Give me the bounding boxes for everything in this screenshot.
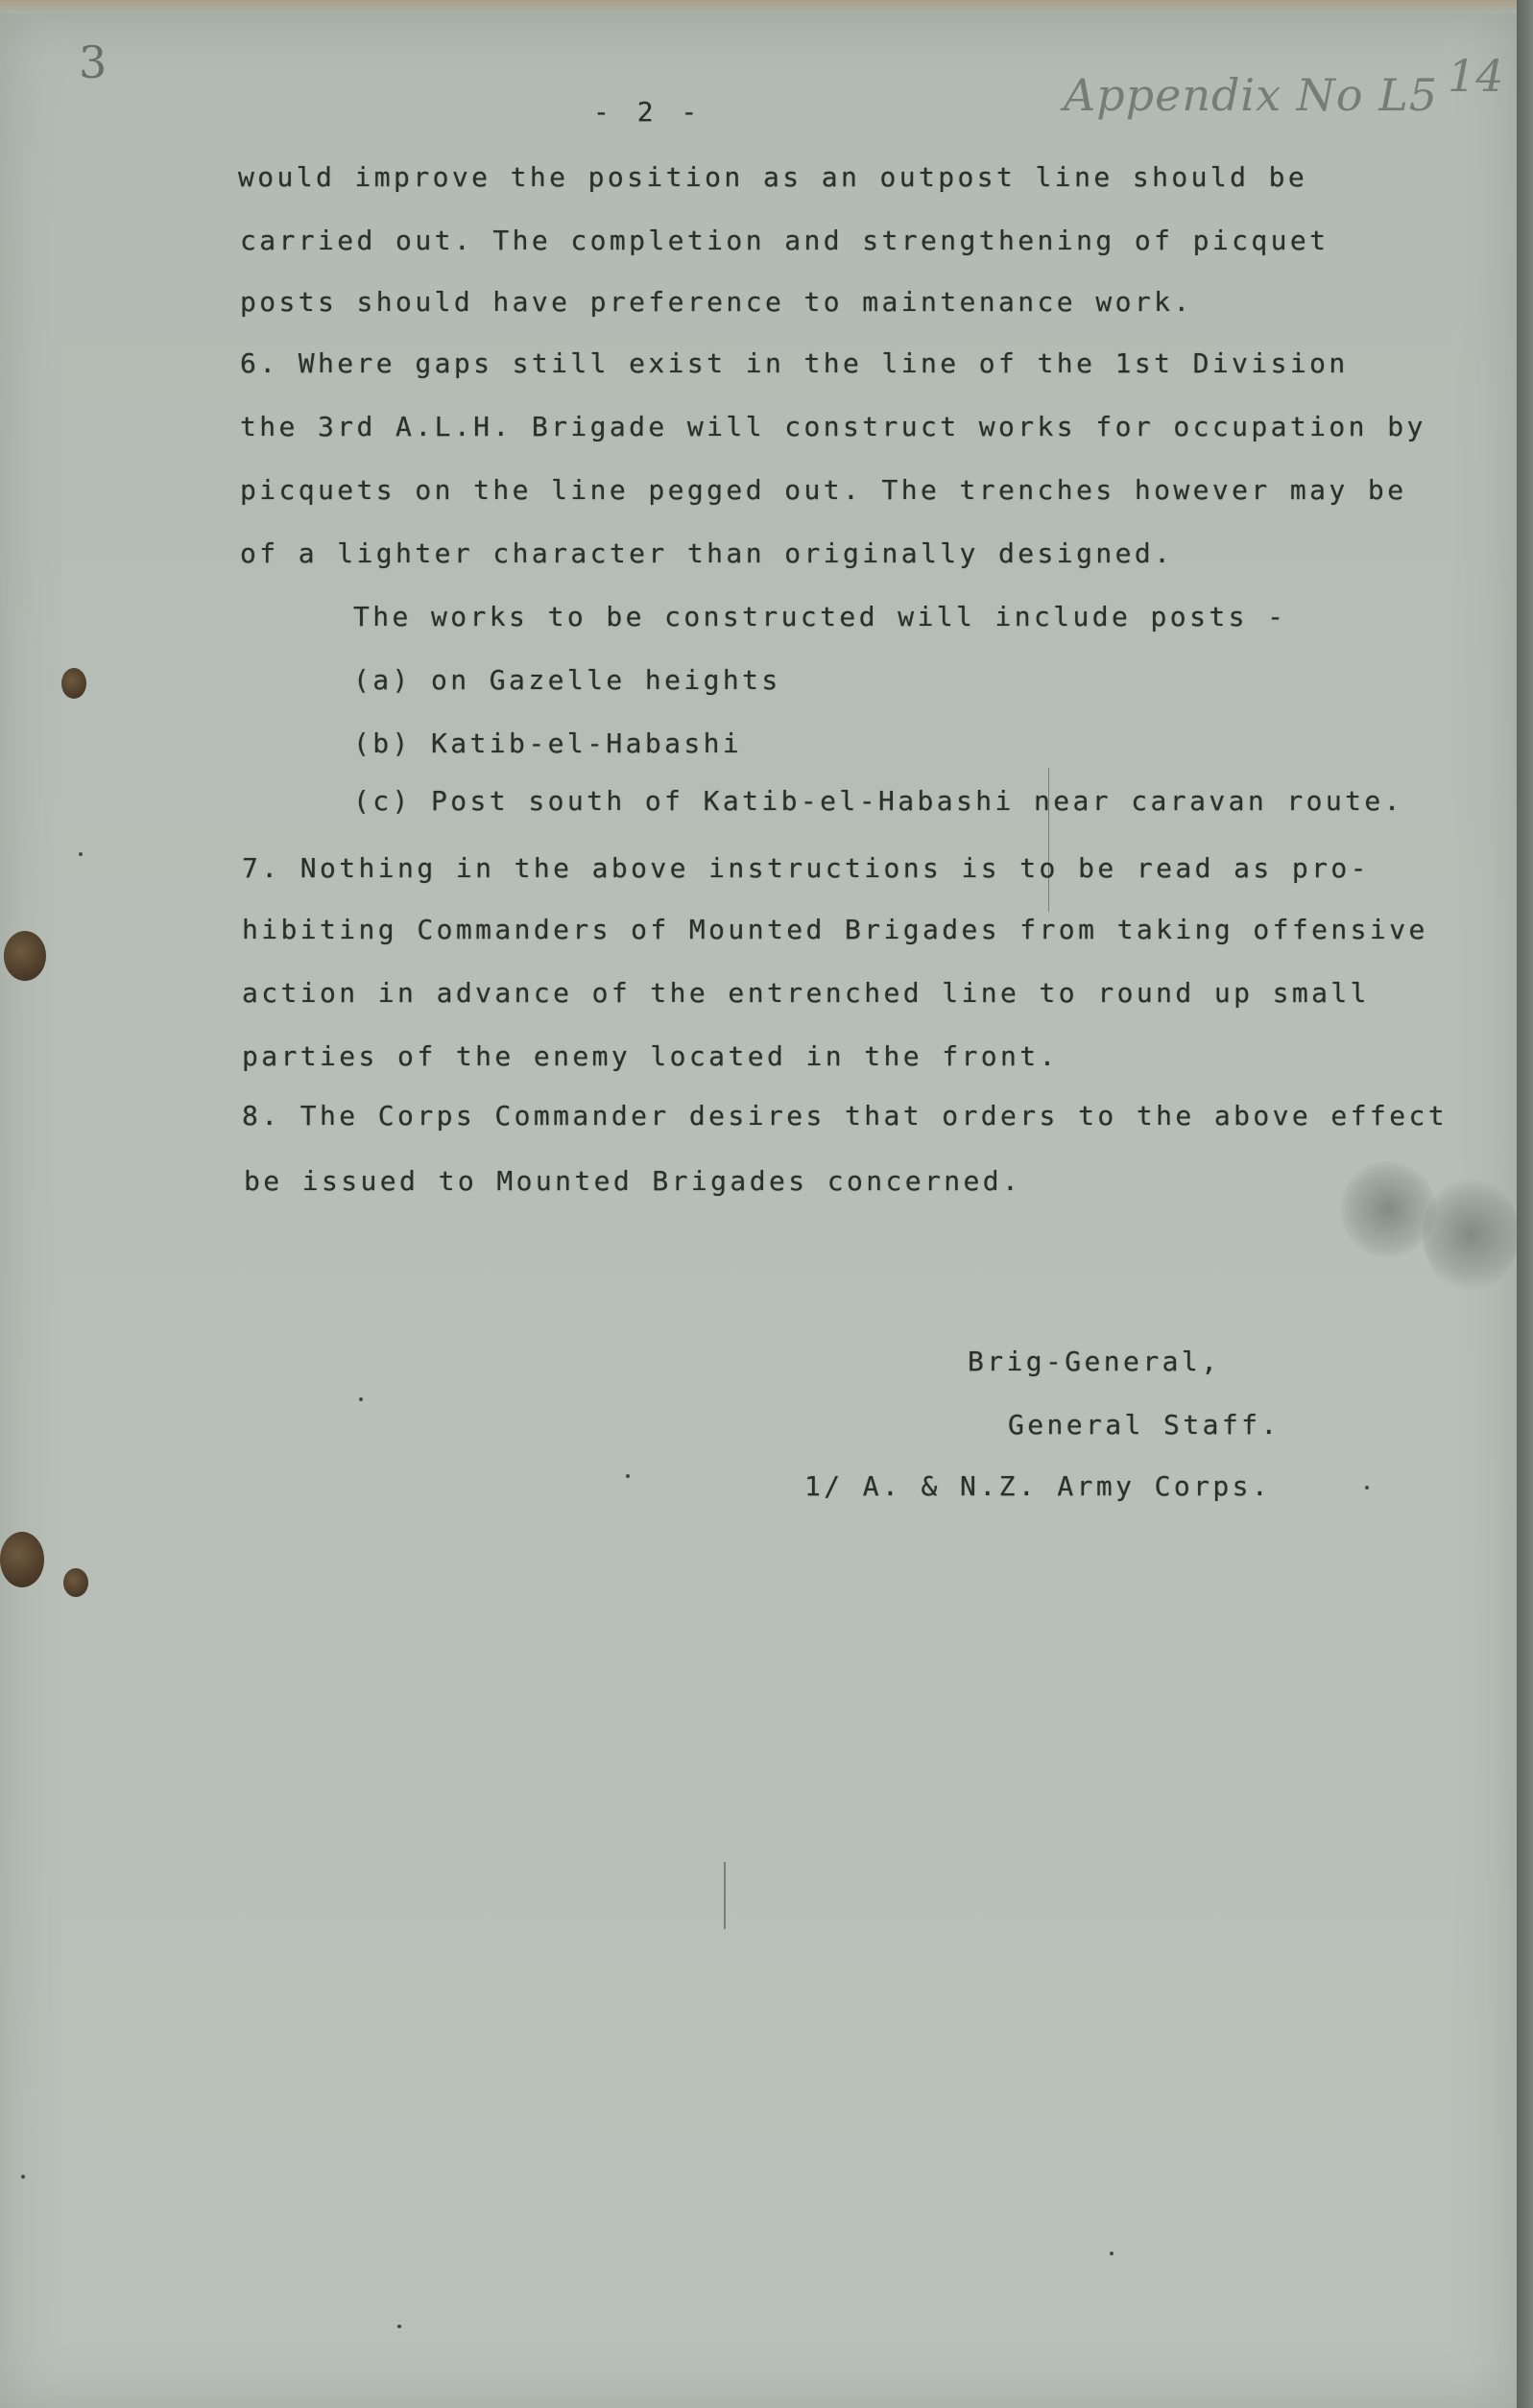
paper-top-edge <box>0 0 1533 13</box>
paper-right-edge <box>1517 0 1533 2408</box>
text-line: picquets on the line pegged out. The trenches however may be <box>240 474 1407 506</box>
text-line: The works to be constructed will include posts - <box>353 601 1287 632</box>
text-line: carried out. The completion and strengthening of picquet <box>240 225 1329 256</box>
punch-hole <box>63 1568 88 1597</box>
paper-speck <box>1365 1486 1369 1490</box>
paper-speck <box>397 2325 401 2328</box>
paper-speck <box>21 2175 25 2179</box>
text-line: of a lighter character than originally designed. <box>240 537 1174 569</box>
signature-staff: General Staff. <box>1008 1409 1281 1441</box>
text-line: action in advance of the entrenched line to round up small <box>242 977 1370 1009</box>
text-line: be issued to Mounted Brigades concerned. <box>244 1165 1022 1197</box>
text-line: 8. The Corps Commander desires that orders to the above effect <box>242 1100 1448 1132</box>
pencil-page-number: 3 <box>79 36 108 88</box>
paper-crease <box>724 1862 726 1929</box>
paper-speck <box>1110 2252 1114 2255</box>
paper-speck <box>79 852 83 856</box>
text-line: 7. Nothing in the above instructions is to be read as pro- <box>242 852 1370 884</box>
text-line: would improve the position as an outpost line should be <box>238 161 1308 193</box>
list-item: (c) Post south of Katib-el-Habashi near caravan route. <box>353 785 1403 817</box>
appendix-mark: Appendix No L5 <box>1064 69 1439 121</box>
water-stain <box>1423 1177 1519 1292</box>
folio-number: 14 <box>1448 50 1504 102</box>
page-number: - 2 - <box>593 96 704 128</box>
punch-hole <box>4 931 46 981</box>
signature-rank: Brig-General, <box>968 1346 1221 1377</box>
list-item: (b) Katib-el-Habashi <box>353 727 743 759</box>
punch-hole <box>61 668 86 699</box>
signature-unit: 1/ A. & N.Z. Army Corps. <box>804 1470 1272 1502</box>
paper-speck <box>359 1397 363 1401</box>
water-stain <box>1340 1161 1436 1257</box>
text-line: the 3rd A.L.H. Brigade will construct works for occupation by <box>240 411 1426 442</box>
punch-hole <box>0 1532 44 1587</box>
text-line: 6. Where gaps still exist in the line of the 1st Division <box>240 347 1349 379</box>
text-line: posts should have preference to maintenance work. <box>240 286 1193 318</box>
list-item: (a) on Gazelle heights <box>353 664 781 696</box>
paper-speck <box>626 1474 630 1478</box>
text-line: hibiting Commanders of Mounted Brigades from taking offensive <box>242 914 1428 945</box>
text-line: parties of the enemy located in the front. <box>242 1040 1059 1072</box>
